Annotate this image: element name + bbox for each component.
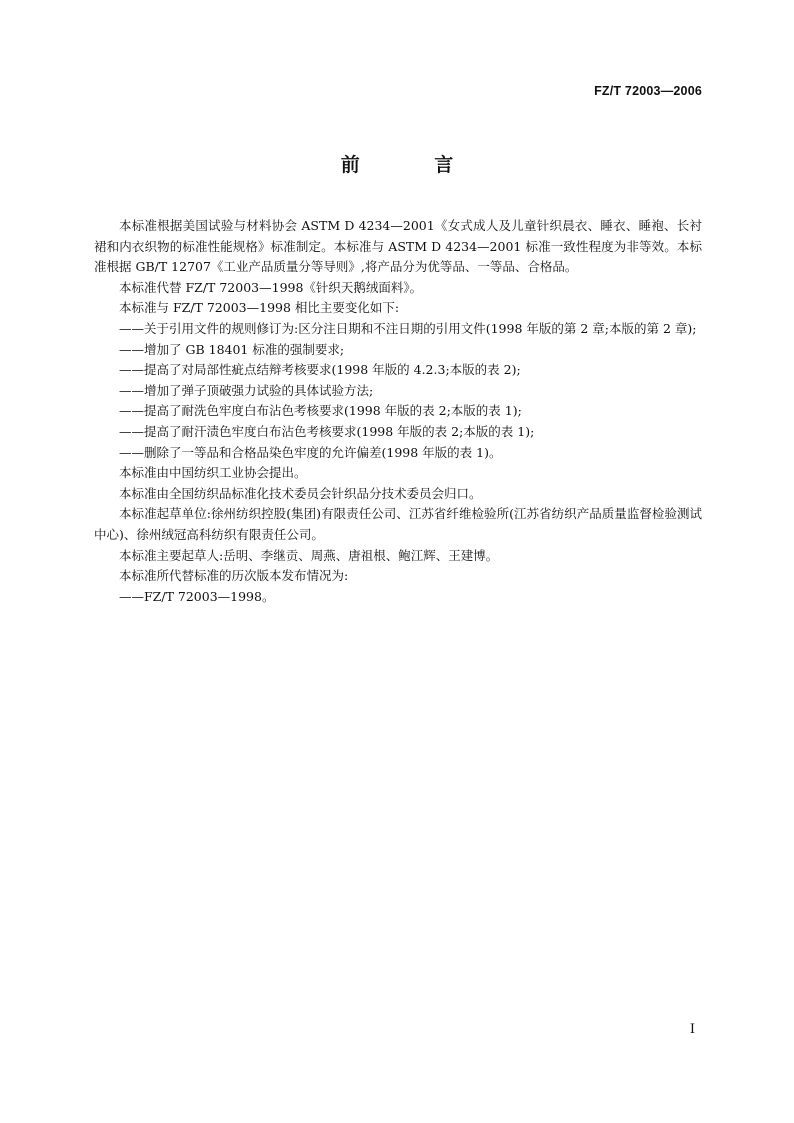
- change-item: ——增加了 GB 18401 标准的强制要求;: [119, 341, 345, 357]
- foreword-body: [94, 216, 702, 607]
- paragraph: 本标准由中国纺织工业协会提出。: [119, 465, 307, 481]
- change-item: ——增加了弹子顶破强力试验的具体试验方法;: [119, 382, 374, 398]
- paragraph: 本标准主要起草人:岳明、李继贡、周燕、唐祖根、鲍江辉、王建博。: [119, 547, 499, 563]
- paragraph: 本标准与 FZ/T 72003—1998 相比主要变化如下:: [119, 300, 400, 316]
- paragraph: 本标准所代替标准的历次版本发布情况为:: [119, 568, 349, 584]
- change-item: ——提高了对局部性疵点结辩考核要求(1998 年版的 4.2.3;本版的表 2);: [119, 362, 521, 378]
- paragraph: 本标准代替 FZ/T 72003—1998《针织天鹅绒面料》。: [119, 279, 423, 295]
- history-item: ——FZ/T 72003—1998。: [119, 588, 275, 604]
- paragraph: 本标准根据美国试验与材料协会 ASTM D 4234—2001《女式成人及儿童针织晨衣、睡衣、睡袍、长衬裙和内衣织物的标准性能规格》标准制定。本标准与 ASTM D 4234—2001 标准一致性程度为非等效。本标准根据 GB/T 12707《工业产品质量分等导则》,将产品分为优等品、一等品、合格品。: [94, 218, 702, 275]
- paragraph: 本标准由全国纺织品标准化技术委员会针织品分技术委员会归口。: [119, 485, 482, 501]
- change-item: ——提高了耐汗渍色牢度白布沾色考核要求(1998 年版的表 2;本版的表 1);: [119, 423, 535, 439]
- paragraph: 本标准起草单位:徐州纺织控股(集团)有限责任公司、江苏省纤维检验所(江苏省纺织产品质量监督检验测试中心)、徐州绒冠高科纺织有限责任公司。: [94, 506, 702, 542]
- page-title: 前 言: [340, 154, 488, 176]
- standard-code: FZ/T 72003—2006: [594, 84, 702, 98]
- change-item: ——删除了一等品和合格品染色牢度的允许偏差(1998 年版的表 1)。: [119, 444, 502, 460]
- change-item: ——关于引用文件的规则修订为:区分注日期和不注日期的引用文件(1998 年版的第 2 章;本版的第 2 章);: [119, 320, 697, 336]
- change-item: ——提高了耐洗色牢度白布沾色考核要求(1998 年版的表 2;本版的表 1);: [119, 403, 522, 419]
- page-number: I: [689, 1022, 695, 1037]
